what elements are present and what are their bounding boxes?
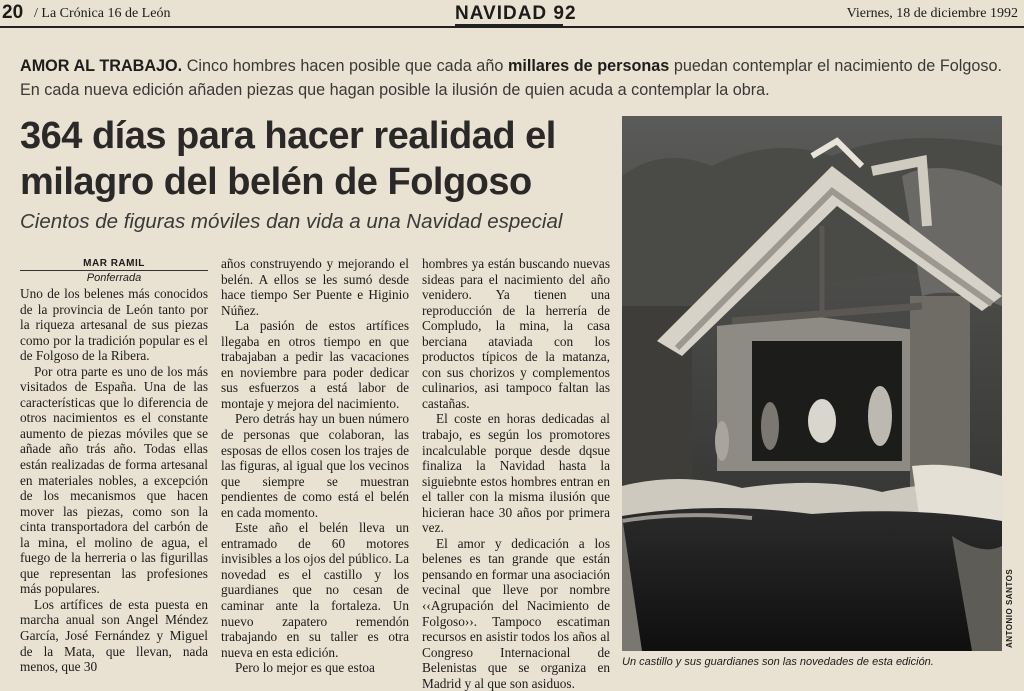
header-rule <box>0 26 1024 28</box>
byline <box>20 258 208 284</box>
paragraph: Los artífices de esta puesta en marcha anual son Angel Méndez García, José Fernández y Miguel de la Mata, que llevan, nada menos, que 30 <box>20 596 208 675</box>
column-2 <box>221 256 409 676</box>
section-title: NAVIDAD 92 <box>455 3 577 24</box>
publication-name: / La Crónica 16 de León <box>34 6 171 21</box>
byline-author: MAR RAMIL <box>83 258 145 269</box>
page-header <box>0 0 1024 30</box>
paragraph: Pero lo mejor es que estoa <box>235 660 375 676</box>
photo-credit: ANTONIO SANTOS <box>1005 568 1014 648</box>
paragraph: Uno de los belenes más conocidos de la provincia de León tanto por la riqueza artesanal de sus piezas como por la tradición popular es el de Folgoso de la Ribera. <box>20 286 208 364</box>
page-number: 20 <box>2 2 24 23</box>
byline-rule <box>20 270 208 271</box>
paragraph: La pasión de estos artífices llegaba en otros tiempo en que trabajaban a pedir las vacaciones en noviembre para poder dedicar sus esfuerzos a está labor de montaje y mejora del nacimiento. <box>221 318 409 411</box>
paragraph: hombres ya están buscando nuevas sideas para el nacimiento del año venidero. Ya tienen una reproducción de la herrería de Compludo, la mina, la casa berciana ataviada con los productos típicos de la matanza, con sus chorizos y complementos culinarios, asi tampoco faltan las castañas. <box>422 256 610 411</box>
paragraph: Por otra parte es uno de los más visitados de España. Una de las características que lo diferencia de otros nacimientos es el constante aumento de piezas móviles que se añade año trás año. Todas ellas están realizadas de forma artesanal en materiales nobles, a excepción de los mecanismos que hacen mover las piezas, como son la cinta transportadora del carbón de la mina, el molino de agua, el fuego de la herreria o las figurillas que representan las profesiones más populares. <box>20 363 208 597</box>
paragraph: Este año el belén lleva un entramado de 60 motores invisibles a los ojos del público. La novedad es el castillo y los guardianes que no cesan de caminar ante la fortaleza. Un nuevo zapatero remendón trabajando en su taller es otra nueva en esta edición. <box>221 520 409 660</box>
nativity-photo <box>622 116 1002 651</box>
nativity-scene-illustration <box>622 116 1002 651</box>
headline: 364 días para hacer realidad el milagro del belén de Folgoso <box>20 115 556 203</box>
photo-caption: Un castillo y sus guardianes son las novedades de esta edición. <box>622 656 934 668</box>
paragraph: Pero detrás hay un buen número de personas que colaboran, las esposas de ellos cosen los trajes de las figuras, al igual que los vecinos que siempre se muestran pendientes de como está el belén en cada momento. <box>221 411 409 520</box>
column-1 <box>20 286 208 675</box>
lead-text-2: puedan contemplar el nacimiento de Folgoso. En cada nueva edición añaden piezas que hagan posible la ilusión de quien acuda a contemplar la obra. <box>20 57 1002 99</box>
lead-text-1: Cinco hombres hacen posible que cada año <box>182 57 508 75</box>
column-3 <box>422 256 610 691</box>
lead-paragraph <box>20 54 1002 102</box>
issue-date: Viernes, 18 de diciembre 1992 <box>846 6 1018 21</box>
byline-place: Ponferrada <box>86 272 142 284</box>
lead-bold: millares de personas <box>507 57 670 75</box>
deck-subtitle: Cientos de figuras móviles dan vida a una Navidad especial <box>20 210 563 233</box>
paragraph: años construyendo y mejorando el belén. A ellos se les sumó desde hace tiempo Ser Puente e Higinio Núñez. <box>221 256 409 318</box>
paragraph: El coste en horas dedicadas al trabajo, es según los promotores incalculable porque desde dqsue finaliza la Navidad hasta la siguiebnte estos hombres entran en el taller con la misma ilusión que hicieran hace 30 años por primera vez. <box>422 411 610 536</box>
paragraph: El amor y dedicación a los belenes es tan grande que están pensando en formar una asociación vecinal que lleve por nombre ‹‹Agrupación del Nacimiento de Folgoso››. Tampoco escatiman recursos en asistir todos los años al Congreso Internacional de Belenistas que se organiza en Madrid y al que son asiduos. <box>422 535 610 691</box>
lead-kicker: AMOR AL TRABAJO. <box>20 57 183 75</box>
